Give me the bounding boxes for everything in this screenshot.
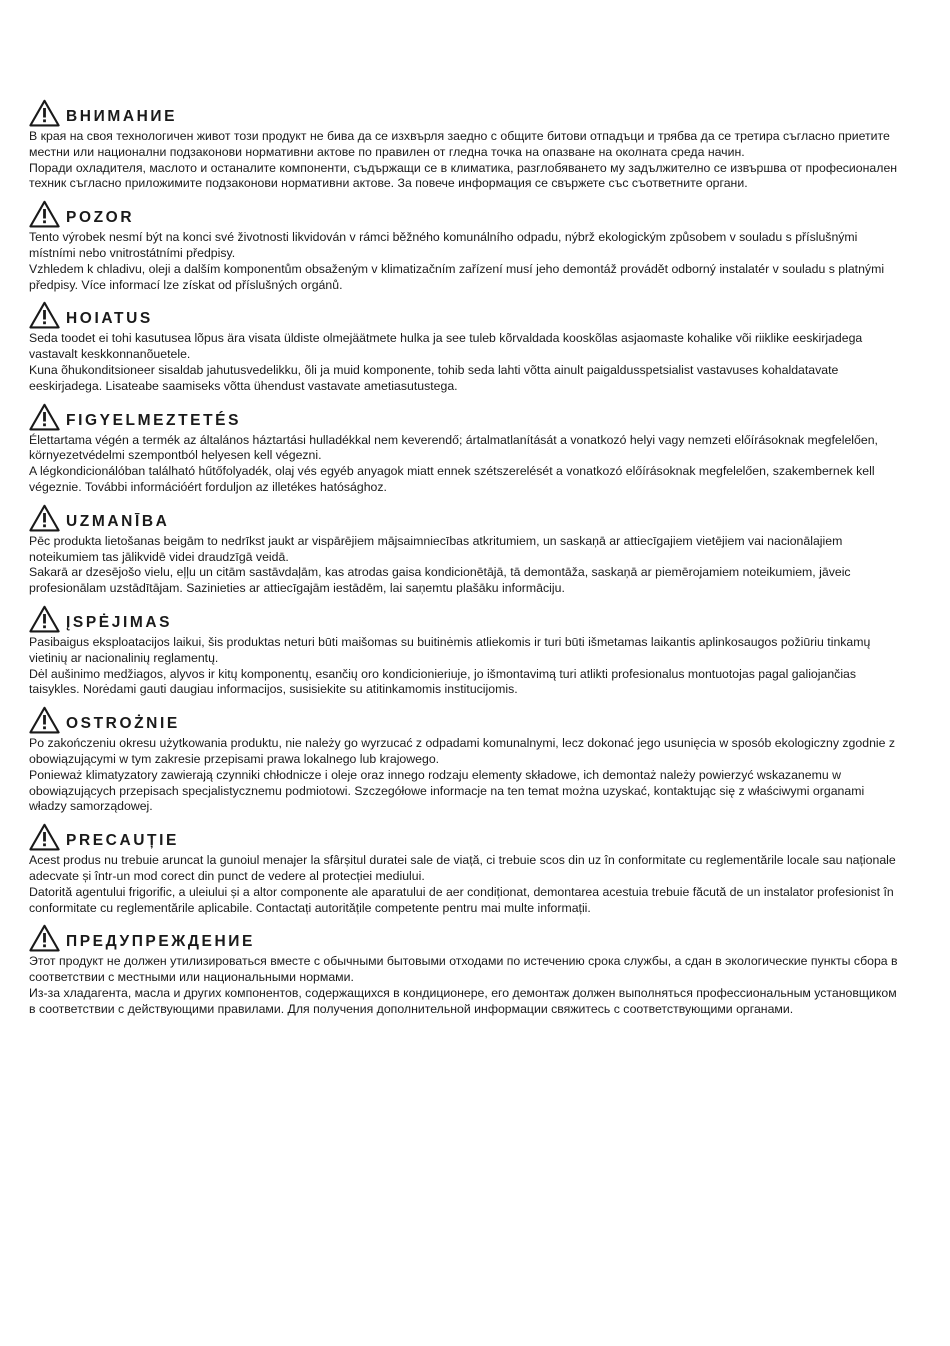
section-heading bbox=[29, 196, 899, 228]
section-body bbox=[29, 534, 899, 597]
section-body bbox=[29, 954, 899, 1017]
section-paragraph: Pasibaigus eksploatacijos laikui, šis produktas neturi būti maišomas su buitinėmis atliekomis ir turi būti išmetamas laikantis aplinkosaugos požiūriu tinkamų vietinių ar nacionalinių reglamentų. bbox=[29, 634, 871, 665]
section-heading bbox=[29, 297, 899, 329]
section-body bbox=[29, 635, 899, 698]
warning-triangle-icon bbox=[29, 200, 60, 228]
section-heading bbox=[29, 500, 899, 532]
section-paragraph: Dėl aušinimo medžiagos, alyvos ir kitų komponentų, esančių oro kondicionieriuje, jo išmontavimą turi atlikti profesionalus montuotojas pagal galiojančias taisykles. Norėdami gauti daugiau informacijos, susisiekite su atitinkamomis institucijomis. bbox=[29, 666, 857, 697]
section-paragraph: Sakarā ar dzesējošo vielu, eļļu un citām sastāvdaļām, kas atrodas gaisa kondicionētājā, tā demontāža, saskaņā ar piemērojamiem noteikumiem, jāveic profesionālam uzstādītājam. Sazinieties ar attiecīgajām iestādēm, lai saņemtu plašāku informāciju. bbox=[29, 565, 851, 596]
section-paragraph: A légkondicionálóban található hűtőfolyadék, olaj vés egyéb anyagok miatt ennek szétszerelését a vonatkozó előírásoknak megfelelően, szakembernek kell végeznie. További információért forduljon az illetékes hatósághoz. bbox=[29, 464, 875, 494]
section-heading bbox=[29, 920, 899, 952]
warning-section bbox=[29, 601, 899, 698]
section-title: OSTROŻNIE bbox=[66, 715, 180, 733]
warning-triangle-icon bbox=[29, 823, 60, 851]
warning-triangle-icon bbox=[29, 504, 60, 532]
warning-section bbox=[29, 399, 899, 496]
section-title: PRECAUȚIE bbox=[66, 832, 179, 850]
section-title: ПРЕДУПРЕЖДЕНИЕ bbox=[66, 933, 255, 951]
warnings-document bbox=[29, 95, 899, 1021]
section-body bbox=[29, 230, 899, 293]
section-paragraph: Kuna õhukonditsioneer sisaldab jahutusvedelikku, õli ja muid komponente, tohib seda lahti võtta ainult paigaldusspetsialist vastavuses kohaldatavate eeskirjadega. Lisateabe saamiseks võtta ühendust vastavate ametiasutustega. bbox=[29, 362, 839, 393]
warning-triangle-icon bbox=[29, 301, 60, 329]
section-paragraph: Этот продукт не должен утилизироваться вместе с обычными бытовыми отходами по истечению срока службы, а сдан в экологические пункты сбора в соответствии с местными или национальными нормами. bbox=[29, 954, 898, 985]
section-paragraph: Из-за хладагента, масла и других компонентов, содержащихся в кондиционере, его демонтаж должен выполняться профессиональным установщиком в соответствии с действующими правилами. Для получения дополнительной информации свяжитесь с соответствующими органами. bbox=[29, 985, 897, 1016]
section-paragraph: Seda toodet ei tohi kasutusea lõpus ära visata üldiste olmejäätmete hulka ja see tuleb kõrvaldada kooskõlas asjaomaste kohalike või riiklike eeskirjadega vastavalt keskkonnanõuetele. bbox=[29, 331, 863, 362]
section-paragraph: Поради охладителя, маслото и останалите компоненти, съдържащи се в климатика, разглобяването му задължително се извършва от професионален техник съгласно приложимите подзаконови нормативни актове. За повече информация се свържете със съответните органи. bbox=[29, 160, 898, 191]
section-body bbox=[29, 736, 899, 815]
section-title: ĮSPĖJIMAS bbox=[66, 613, 173, 631]
warning-section bbox=[29, 196, 899, 293]
section-title: ВНИМАНИЕ bbox=[66, 108, 178, 125]
section-paragraph: Acest produs nu trebuie aruncat la gunoiul menajer la sfârșitul duratei sale de viață, ci trebuie scos din uz în conformitate cu reglementările locale sau naționale adecvate și într-un mod corect din punct de vedere al protecției mediului. bbox=[29, 853, 896, 883]
section-paragraph: Ponieważ klimatyzatory zawierają czynniki chłodnicze i oleje oraz innego rodzaju elementy składowe, ich demontaż należy powierzyć wskazanemu w obowiązujących przepisach specjalistycznemu podmiotowi. Szczegółowe informacje na ten temat można uzyskać, kontaktując się z właściwymi organami władzy samorządowej. bbox=[29, 767, 865, 814]
section-title: UZMANĪBA bbox=[66, 512, 170, 530]
section-heading bbox=[29, 601, 899, 633]
section-title: POZOR bbox=[66, 209, 135, 227]
section-paragraph: Po zakończeniu okresu użytkowania produktu, nie należy go wyrzucać z odpadami komunalnymi, lecz dokonać jego usunięcia w sposób ekologiczny zgodnie z obowiązującymi w tym zakresie przepisami prawa lokalnego lub krajowego. bbox=[29, 736, 896, 766]
warning-section bbox=[29, 95, 899, 192]
section-title: HOIATUS bbox=[66, 310, 153, 328]
section-title: FIGYELMEZTETÉS bbox=[66, 411, 242, 429]
section-paragraph: Pēc produkta lietošanas beigām to nedrīkst jaukt ar vispārējiem mājsaimniecības atkritumiem, un saskaņā ar attiecīgajiem vietējiem vai nacionālajiem noteikumiem tas jālikvidē videi draudzīgā veidā. bbox=[29, 533, 843, 564]
section-heading bbox=[29, 819, 899, 851]
section-paragraph: Tento výrobek nesmí být na konci své životnosti likvidován v rámci běžného komunálního odpadu, nýbrž ekologickým způsobem v souladu s příslušnými místními nebo vnitrostátními předpisy. bbox=[29, 230, 858, 260]
warning-section bbox=[29, 819, 899, 916]
section-heading bbox=[29, 399, 899, 431]
section-body bbox=[29, 433, 899, 496]
section-paragraph: Datorită agentului frigorific, a uleiului și a altor componente ale aparatului de aer condiționat, demontarea acestuia trebuie făcută de un instalator profesionist în conformitate cu reglementările aplicabile. Contactați autoritățile competente pentru mai multe informații. bbox=[29, 884, 894, 915]
warning-triangle-icon bbox=[29, 99, 60, 127]
section-body bbox=[29, 129, 899, 192]
section-body bbox=[29, 853, 899, 916]
warning-section bbox=[29, 920, 899, 1017]
warning-section bbox=[29, 702, 899, 815]
warning-triangle-icon bbox=[29, 924, 60, 952]
warning-triangle-icon bbox=[29, 403, 60, 431]
warning-section bbox=[29, 297, 899, 394]
section-body bbox=[29, 331, 899, 394]
section-paragraph: Vzhledem k chladivu, oleji a dalším komponentům obsaženým v klimatizačním zařízení musí jeho demontáž provádět odborný instalatér v souladu s platnými předpisy. Více informací lze získat od příslušných orgánů. bbox=[29, 261, 885, 292]
section-paragraph: Élettartama végén a termék az általános háztartási hulladékkal nem keverendő; ártalmatlanítását a vonatkozó helyi vagy nemzeti előírásoknak megfelelően, környezetvédelmi szempontból helyesen kell végezni. bbox=[29, 432, 878, 463]
warning-triangle-icon bbox=[29, 706, 60, 734]
section-heading bbox=[29, 702, 899, 734]
section-paragraph: В края на своя технологичен живот този продукт не бива да се изхвърля заедно с общите битови отпадъци и трябва да се третира съгласно приетите местни или национални подзаконови нормативни актове по правилен от гледна точка на опазване на околната среда начин. bbox=[29, 129, 890, 159]
section-heading bbox=[29, 95, 899, 127]
warning-triangle-icon bbox=[29, 605, 60, 633]
warning-section bbox=[29, 500, 899, 597]
